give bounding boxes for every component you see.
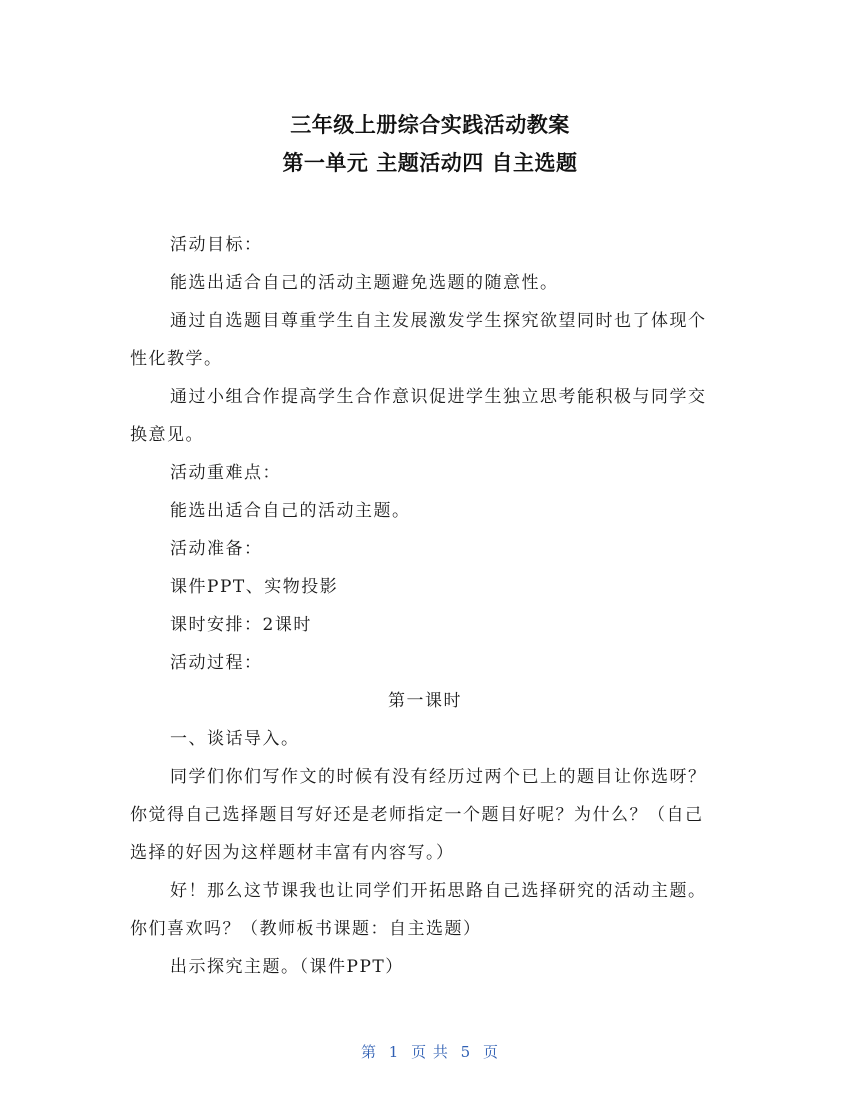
step-heading: 一、谈话导入。 <box>170 729 300 749</box>
preparation-item: 课件PPT、实物投影 <box>170 577 339 597</box>
section-heading-process: 活动过程： <box>170 653 263 673</box>
page-prefix: 第 <box>360 1043 377 1061</box>
lesson-heading: 第一课时 <box>388 691 462 711</box>
key-point-item: 能选出适合自己的活动主题。 <box>170 501 411 521</box>
page-total: 5 <box>460 1043 472 1061</box>
goal-item: 通过自选题目尊重学生自主发展激发学生探究欲望同时也了体现个性化教学。 <box>130 311 707 369</box>
page-mid: 页 共 <box>411 1043 449 1061</box>
goal-item: 通过小组合作提高学生合作意识促进学生独立思考能积极与同学交换意见。 <box>130 387 707 445</box>
page-current: 1 <box>388 1043 400 1061</box>
body-paragraph: 好！那么这节课我也让同学们开拓思路自己选择研究的活动主题。你们喜欢吗？（教师板书课题：自主选题） <box>130 881 707 939</box>
document-body <box>130 226 720 986</box>
document-subtitle: 第一单元 主题活动四 自主选题 <box>282 151 578 175</box>
body-paragraph: 同学们你们写作文的时候有没有经历过两个已上的题目让你选呀？你觉得自己选择题目写好还是老师指定一个题目好呢？为什么？（自己选择的好因为这样题材丰富有内容写。） <box>130 767 707 863</box>
document-title: 三年级上册综合实践活动教案 <box>290 113 570 137</box>
section-heading-preparation: 活动准备： <box>170 539 263 559</box>
section-heading-goals: 活动目标： <box>170 235 263 255</box>
goal-item: 能选出适合自己的活动主题避免选题的随意性。 <box>170 273 559 293</box>
schedule-item: 课时安排：2课时 <box>170 615 312 635</box>
page-suffix: 页 <box>483 1043 500 1061</box>
page-number-footer <box>0 1041 860 1062</box>
section-heading-key-points: 活动重难点： <box>170 463 281 483</box>
body-paragraph: 出示探究主题。（课件PPT） <box>170 957 404 977</box>
